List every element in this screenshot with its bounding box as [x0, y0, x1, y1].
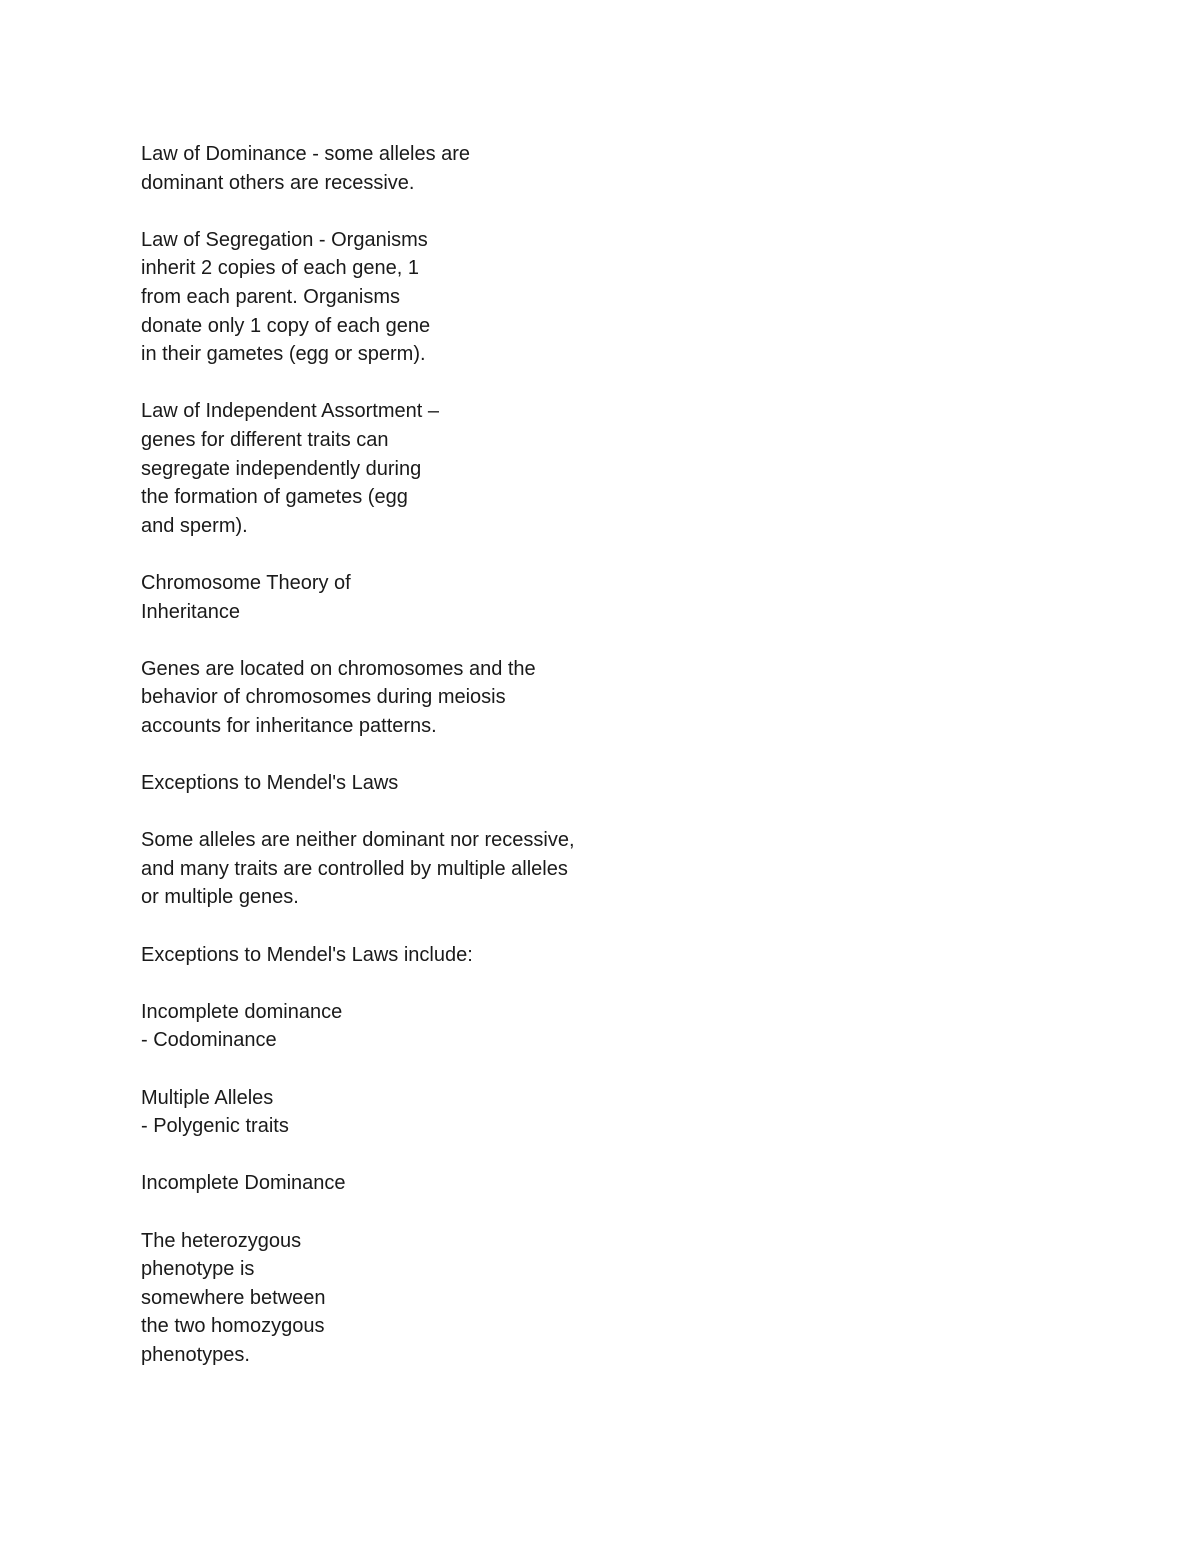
text-line: from each parent. Organisms — [141, 285, 400, 308]
text-line: Incomplete Dominance — [141, 1172, 346, 1195]
paragraph-exceptions-include — [141, 941, 1041, 970]
text-line: in their gametes (egg or sperm). — [141, 343, 426, 366]
heading-incomplete-dominance — [141, 1169, 1041, 1198]
text-line: Genes are located on chromosomes and the — [141, 657, 536, 680]
paragraph-law-of-independent-assortment — [141, 397, 1041, 540]
heading-exceptions — [141, 769, 1041, 798]
text-line: the two homozygous — [141, 1315, 325, 1338]
text-line: dominant others are recessive. — [141, 171, 415, 194]
text-line: Incomplete dominance — [141, 1000, 343, 1023]
text-line: or multiple genes. — [141, 886, 299, 909]
text-line: inherit 2 copies of each gene, 1 — [141, 257, 419, 280]
text-line: phenotypes. — [141, 1343, 250, 1366]
text-line: Law of Dominance - some alleles are — [141, 143, 471, 165]
list-incomplete-codominance — [141, 998, 1041, 1055]
text-line: somewhere between — [141, 1286, 326, 1309]
text-line: - Polygenic traits — [141, 1115, 289, 1138]
paragraph-chromosome-theory — [141, 655, 1041, 741]
text-line: Law of Independent Assortment – — [141, 400, 439, 423]
document-body — [141, 140, 1041, 1398]
text-line: Multiple Alleles — [141, 1086, 274, 1109]
text-line: segregate independently during — [141, 457, 422, 480]
text-line: accounts for inheritance patterns. — [141, 714, 437, 737]
text-line: donate only 1 copy of each gene — [141, 314, 431, 337]
text-line: Inheritance — [141, 600, 240, 623]
heading-chromosome-theory — [141, 569, 1041, 626]
paragraph-incomplete-dominance — [141, 1227, 1041, 1370]
text-line: Exceptions to Mendel's Laws — [141, 772, 399, 795]
text-line: and sperm). — [141, 514, 248, 537]
text-line: Exceptions to Mendel's Laws include: — [141, 943, 473, 966]
paragraph-law-of-dominance — [141, 140, 1041, 197]
paragraph-law-of-segregation — [141, 226, 1041, 369]
text-line: behavior of chromosomes during meiosis — [141, 686, 506, 709]
text-line: - Codominance — [141, 1029, 277, 1052]
list-multiple-polygenic — [141, 1084, 1041, 1141]
text-line: The heterozygous — [141, 1229, 302, 1252]
text-line: Chromosome Theory of — [141, 571, 351, 594]
text-line: Law of Segregation - Organisms — [141, 228, 428, 251]
text-line: the formation of gametes (egg — [141, 486, 408, 509]
text-line: and many traits are controlled by multiple alleles — [141, 857, 568, 880]
paragraph-exceptions — [141, 826, 1041, 912]
text-line: phenotype is — [141, 1258, 255, 1281]
text-line: genes for different traits can — [141, 428, 389, 451]
text-line: Some alleles are neither dominant nor recessive, — [141, 829, 575, 852]
